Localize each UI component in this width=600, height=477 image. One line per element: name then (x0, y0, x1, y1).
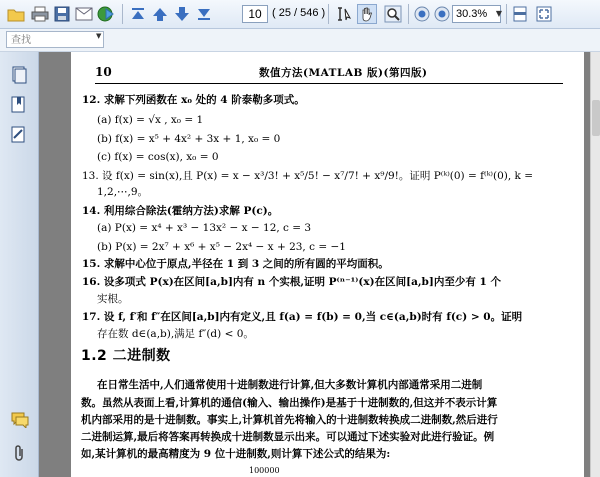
save-disk-icon[interactable] (52, 4, 72, 24)
print-icon[interactable] (30, 4, 50, 24)
zoom-dropdown-arrow-icon[interactable]: ▼ (495, 9, 503, 18)
exercise-line: 12. 求解下列函数在 x₀ 处的 4 阶泰勒多项式。 (82, 94, 305, 106)
running-header: 数值方法(MATLAB 版)(第四版) (259, 67, 428, 79)
pages-icon[interactable] (11, 66, 27, 84)
open-folder-icon[interactable] (6, 4, 26, 24)
attachment-paperclip-icon[interactable] (11, 444, 27, 462)
globe-arrow-icon[interactable] (96, 4, 116, 24)
fit-width-icon[interactable] (510, 4, 530, 24)
exercise-line: 实根。 (97, 293, 129, 305)
body-text-line: 机内部采用的是十进制数。事实上,计算机首先将输入的十进制数转换成二进制数,然后进行 (81, 414, 498, 426)
zoom-in-icon[interactable] (432, 4, 452, 24)
fit-page-icon[interactable] (534, 4, 554, 24)
header-rule (95, 83, 563, 84)
exercise-line: (c) f(x) = cos(x), x₀ = 0 (97, 151, 219, 163)
vertical-scrollbar[interactable] (590, 52, 600, 477)
section-heading: 1.2 二进制数 (81, 348, 171, 364)
text-select-cursor-icon[interactable] (334, 4, 354, 24)
body-text-line: 数。虽然从表面上看,计算机的通信(输入、输出操作)是基于十进制数的,但这并不表示计算 (81, 397, 498, 409)
signatures-icon[interactable] (11, 126, 27, 144)
exercise-line: 存在数 d∈(a,b),满足 f″(d) < 0。 (97, 328, 254, 340)
last-page-icon[interactable] (194, 4, 214, 24)
comments-icon[interactable] (11, 412, 27, 430)
exercise-line: (a) f(x) = √x , x₀ = 1 (97, 114, 204, 126)
page-number: 10 (95, 65, 112, 79)
body-text-line: 二进制运算,最后将答案再转换成十进制数显示出来。可以通过下述实验对此进行验证。例 (81, 431, 495, 443)
zoom-out-icon[interactable] (412, 4, 432, 24)
search-input[interactable]: 查找 (6, 31, 104, 48)
document-viewport[interactable] (39, 52, 590, 477)
search-bar (0, 29, 600, 52)
zoom-tool-icon[interactable] (383, 4, 403, 24)
search-dropdown-arrow-icon[interactable]: ▼ (96, 32, 102, 40)
zoom-level-input[interactable]: 30.3% (452, 5, 501, 23)
exercise-line: (b) f(x) = x⁵ + 4x² + 3x + 1, x₀ = 0 (97, 133, 281, 145)
exercise-line: 14. 利用综合除法(霍纳方法)求解 P(c)。 (82, 205, 279, 217)
exercise-line: 17. 设 f, f′和 f″在区间[a,b]内有定义,且 f(a) = f(b) = 0,当 c∈(a,b)时有 f(c) > 0。证明 (82, 311, 523, 323)
toolbar (0, 0, 600, 29)
body-text-line: 100000 (249, 466, 280, 475)
page-number-input[interactable]: 10 (242, 5, 268, 23)
exercise-line: 13. 设 f(x) = sin(x),且 P(x) = x − x³/3! + x⁵/5! − x⁷/7! + x⁹/9!。证明 P⁽ᵏ⁾(0) = f⁽ᵏ⁾(0), k = (82, 170, 534, 182)
exercise-line: 15. 求解中心位于原点,半径在 1 到 3 之间的所有圆的平均面积。 (82, 258, 389, 270)
pdf-page (71, 52, 584, 477)
exercise-line: 1,2,⋯,9。 (97, 186, 149, 198)
body-text-line: 在日常生活中,人们通常使用十进制数进行计算,但大多数计算机内部通常采用二进制 (97, 379, 483, 391)
hand-tool-icon[interactable] (357, 4, 377, 24)
exercise-line: (a) P(x) = x⁴ + x³ − 13x² − x − 12, c = 3 (97, 222, 312, 234)
email-icon[interactable] (74, 4, 94, 24)
previous-page-icon[interactable] (150, 4, 170, 24)
page-count: ( 25 / 546 ) (272, 7, 326, 19)
exercise-line: (b) P(x) = 2x⁷ + x⁶ + x⁵ − 2x⁴ − x + 23, c = −1 (97, 241, 346, 253)
bookmarks-icon[interactable] (11, 96, 27, 114)
navigation-panel (0, 52, 39, 477)
exercise-line: 16. 设多项式 P(x)在区间[a,b]内有 n 个实根,证明 P⁽ⁿ⁻¹⁾(x)在区间[a,b]内至少有 1 个 (82, 276, 501, 288)
first-page-icon[interactable] (128, 4, 148, 24)
next-page-icon[interactable] (172, 4, 192, 24)
body-text-line: 如,某计算机的最高精度为 9 位十进制数,则计算下述公式的结果为: (81, 448, 391, 460)
scrollbar-thumb[interactable] (592, 100, 600, 136)
